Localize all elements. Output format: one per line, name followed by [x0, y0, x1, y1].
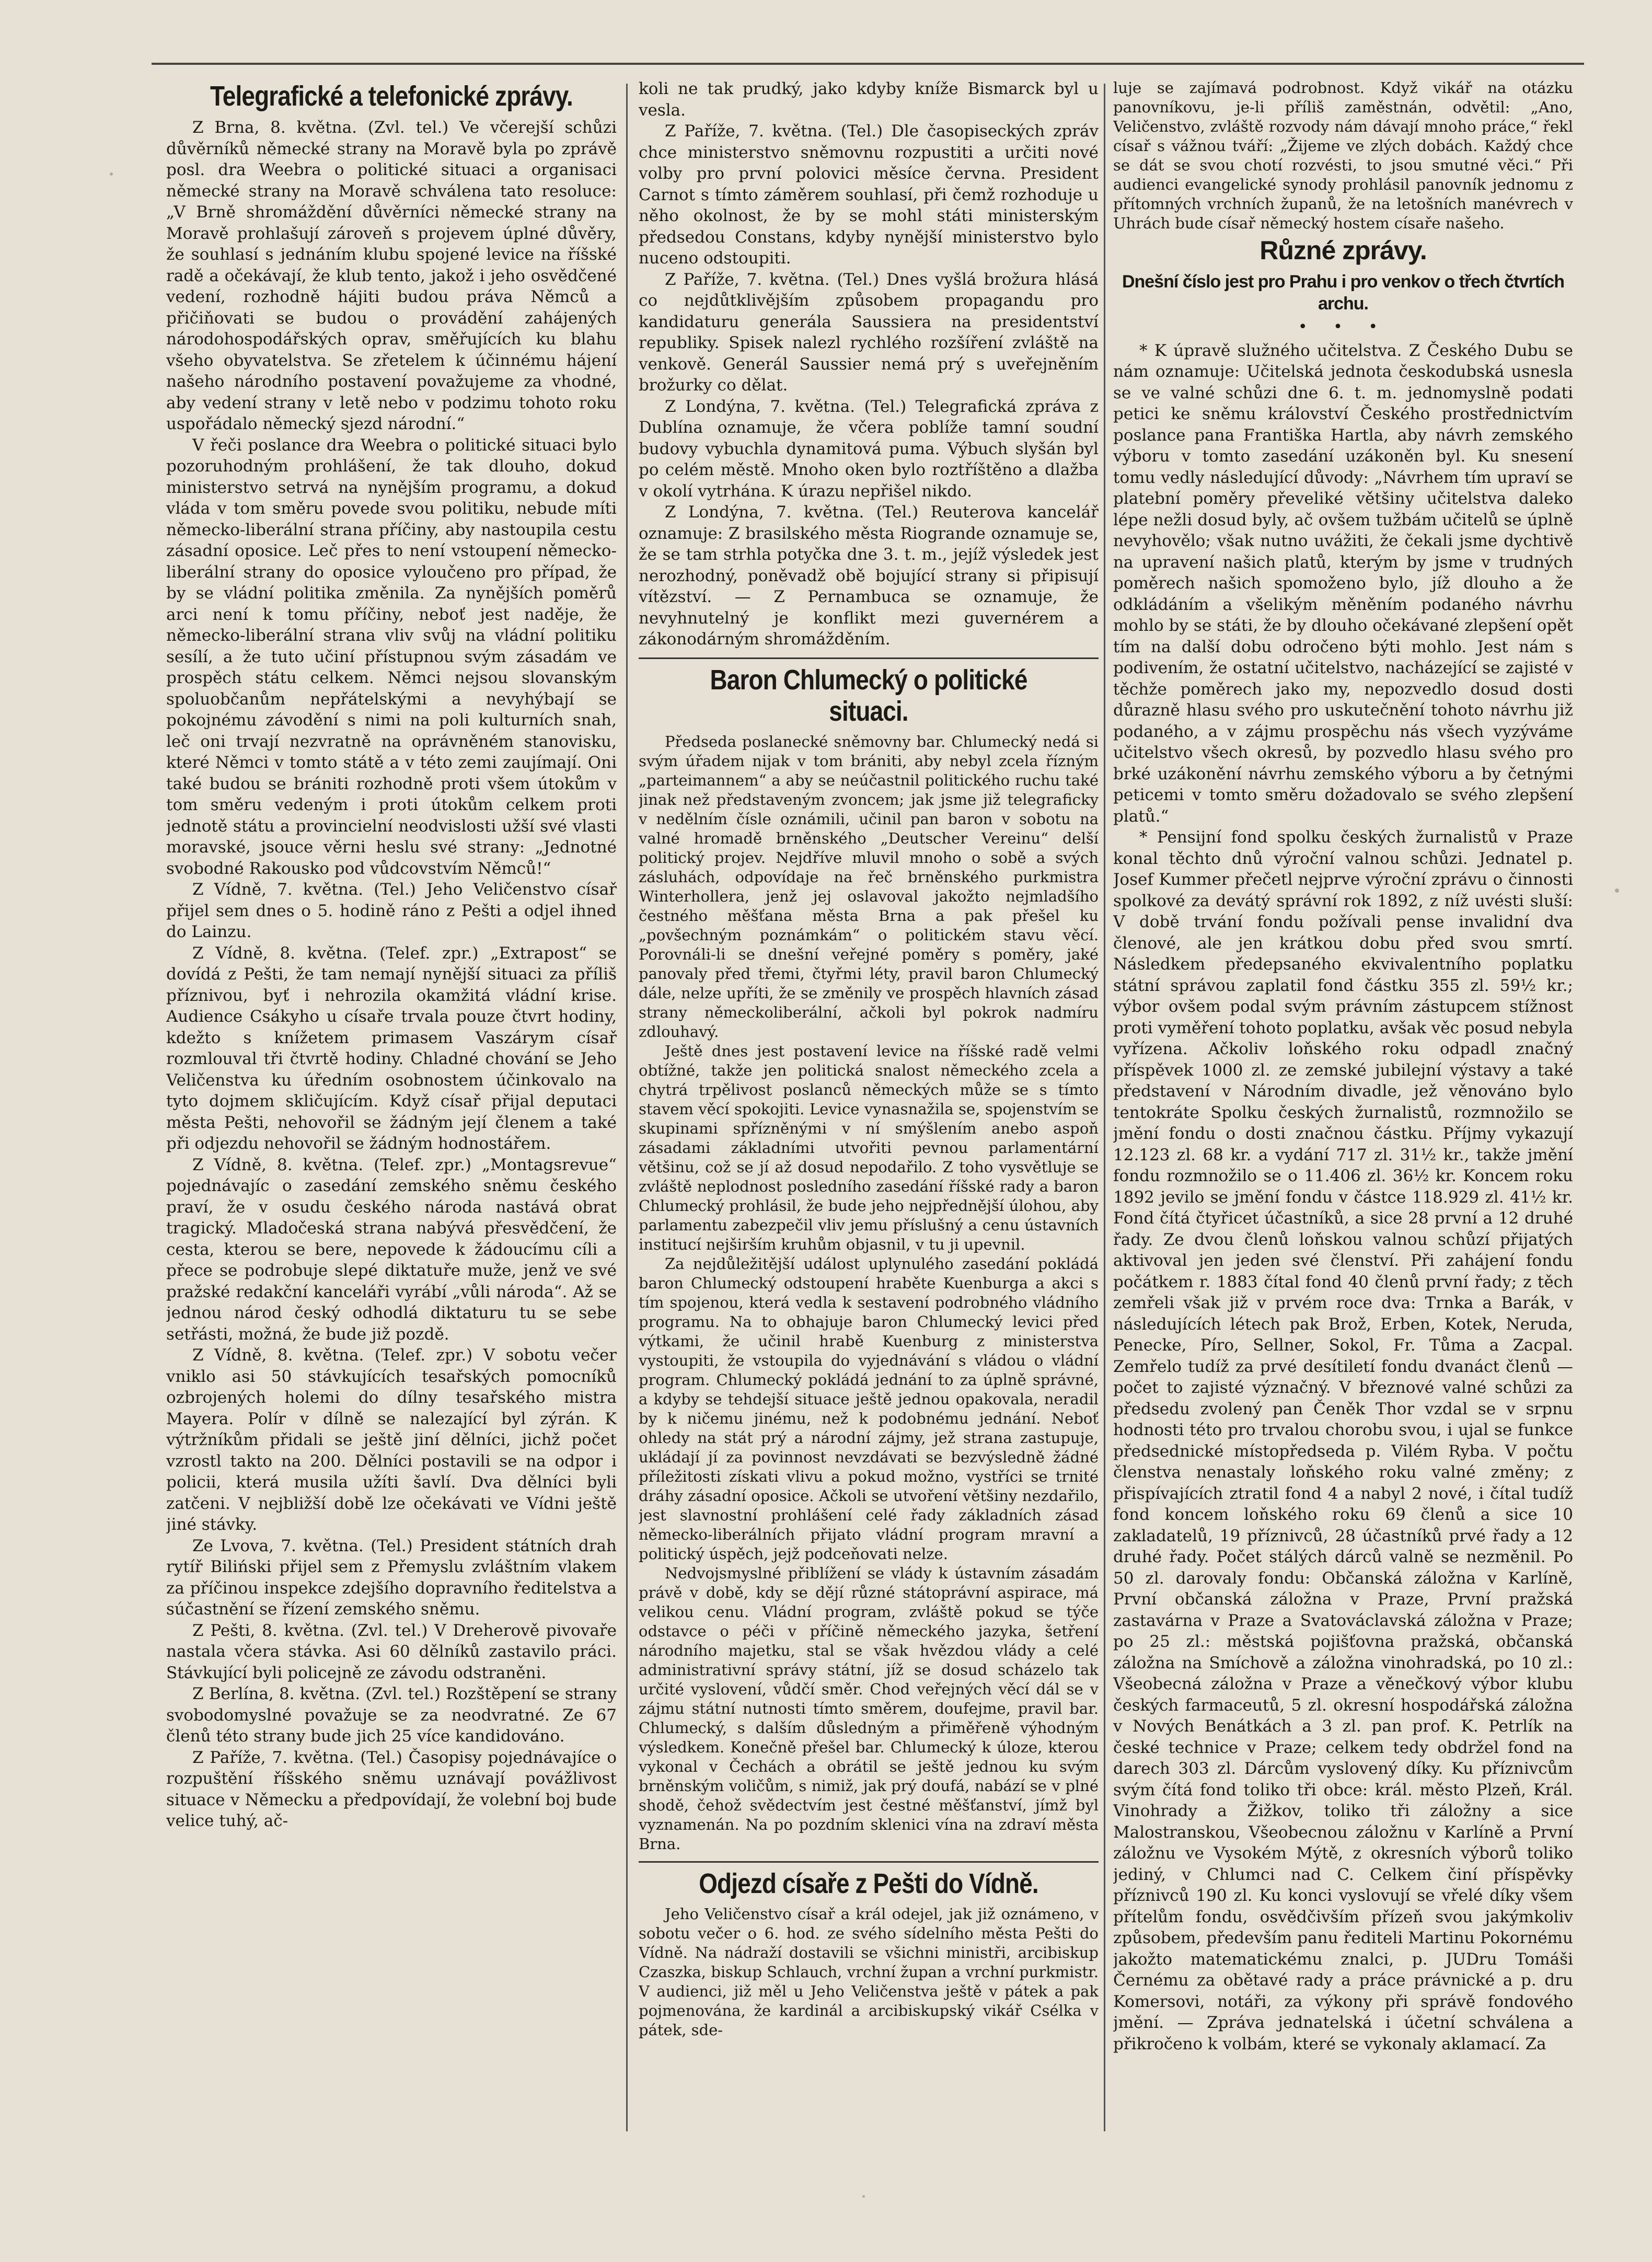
article-paragraph: Z Pešti, 8. května. (Zvl. tel.) V Dreherově pivovaře nastala včera stávka. Asi 60 dělníků zastavilo práci. Stávkující byli policejně ze závodu odstraněni. [166, 1621, 617, 1682]
article-paragraph: Z Vídně, 8. května. (Telef. zpr.) „Montagsrevue“ pojednávajíc o zasedání zemského sněmu českého praví, že v osudu českého národa nastává obrat tragický. Mladočeská strana nabývá přesvědčení, že cesta, kterou se bere, nepovede k žádoucímu cíli a přece se podrobuje slepé diktatuře muže, jenž ve své pražské redakční kanceláři vyrábí „vůli národa“. Až se jednou národ český odhodlá diktaturu tu se sebe setřásti, možná, že bude již pozdě. [166, 1155, 617, 1344]
article-paragraph: Předseda poslanecké sněmovny bar. Chlumecký nedá si svým úřadem nijak v tom brániti, aby nebyl zcela řízným „parteimannem“ a aby se neúčastnil politického ruchu také jinak než představeným zvoncem; jak jsme již telegraficky v nedělním čísle oznámili, učinil pan baron v sobotu na valné hromadě brněnského „Deutscher Vereinu“ delší politický projev. Nejdříve mluvil mnoho o sobě a svých zásluhách, odpovídaje na řeč brněnského purkmistra Winterhollera, jenž jej oslavoval jakožto nejmladšího čestného měšťana města Brna a pak přešel ku „povšechným poznámkám“ o politickém stavu věcí. Porovnáli-li se dnešní veřejné poměry s poměry, jaké panovaly před třemi, čtyřmi léty, pravil baron Chlumecký dále, nelze upříti, že se změnily ve prospěch hlavních zásad strany německoliberální, ačkoli byl pokrok nadmíru zdlouhavý. [639, 732, 1099, 1041]
article-paragraph: Z Vídně, 8. května. (Telef. zpr.) „Extrapost“ se dovídá z Pešti, že tam nemají nynější situaci za příliš příznivou, byť i nehrozila okamžitá vládní krise. Audience Csákyho u císaře trvala pouze čtvrt hodiny, kdežto s knížetem primasem Vaszárym císař rozmlouval tři čtvrtě hodiny. Chladné chování se Jeho Veličenstva ku úředním osobnostem účinkovalo na tyto dojmem skličujícím. Když císař přijal deputaci města Pešti, nehovořil se žádným její členem a také při odjezdu nehovořil se žádným hodnostářem. [166, 943, 617, 1153]
article-paragraph: Z Brna, 8. května. (Zvl. tel.) Ve včerejší schůzi důvěrníků německé strany na Moravě byla po zprávě posl. dra Weebra o politické situaci a organisaci německé strany na Moravě schválena tato resoluce: „V Brně shromáždění důvěrníci německé strany na Moravě prohlašují zároveň s projevem úplné důvěry, že souhlasí s jednáním klubu spojené levice na říšské radě a očekávají, že klub tento, jakož i jeho osvědčené vedení, rozhodně hájiti budou práva Němců a přičiňovati se budou o provádění zahájených národohospodářských oprav, směřujících ku blahu všeho obyvatelstva. Se zřetelem k účinnému hájení našeho národního postavení považujeme za vhodné, aby vedení strany v letě nebo v podzimu tohoto roku uspořádalo německý sjezd národní.“ [166, 118, 617, 433]
paper-speck [862, 2195, 865, 2198]
article-paragraph: Z Berlína, 8. května. (Zvl. tel.) Rozštěpení se strany svobodomyslné považuje se za neodvratné. Ze 67 členů této strany bude jich 25 více kandidováno. [166, 1684, 617, 1746]
column-rule-2 [1104, 84, 1105, 2131]
column-1 [166, 78, 617, 2137]
article-paragraph: luje se zajímavá podrobnost. Když vikář na otázku panovníkovu, je-li příliš zaměstnán, odvětil: „Ano, Veličenstvo, zvláště rozvody nám dávají mnoho práce,“ řekl císař s vážnou tváří: „Žijeme ve zlých dobách. Každý chce se dát se svou chotí rozvésti, to jsou smutné věci.“ Při audienci evangelické synody prohlásil panovník jednomu z přítomných vrchních županů, že na letošních manévrech v Uhrách bude císař německý hostem císaře našeho. [1113, 79, 1573, 232]
article-paragraph: * Pensijní fond spolku českých žurnalistů v Praze konal těchto dnů výroční valnou schůzi. Jednatel p. Josef Kummer přečetl nejprve výroční zprávu o činnosti spolkové za devátý správní rok 1892, z níž uvésti sluší: V době trvání fondu požívali pense invalidní dva členové, ale jen krátkou dobu před svou smrtí. Následkem předepsaného ekvivalentního poplatku státní správou zaplatil fond částku 355 zl. 59½ kr.; výbor ovšem podal svým právním zástupcem stížnost proti vyměření tohoto poplatku, avšak věc posud nebyla vyřízena. Ačkoliv loňského roku odpadl značný příspěvek 1000 zl. ze zemské jubilejní výstavy a také představení v Národním divadle, jež věnováno bylo tentokráte Spolku českých žurnalistů, rozmnožilo se jmění fondu o dosti značnou částku. Příjmy vykazují 12.123 zl. 68 kr. a vydání 717 zl. 31½ kr., takže jmění fondu rozmnožilo se o 11.406 zl. 36½ kr. Koncem roku 1892 jevilo se jmění fondu v částce 118.929 zl. 41½ kr. Fond čítá čtyřicet účastníků, a sice 28 první a 12 druhé řady. Ze dvou členů loňskou valnou schůzí přijatých aktivoval jen jeden své členství. Při zahájení fondu počátkem r. 1883 čítal fond 40 členů první řady; z těch zemřeli však již v prvém roce dva: Trnka a Barák, v následujících létech pak Brož, Erben, Kotek, Neruda, Penecke, Píro, Sellner, Sokol, Fr. Tůma a Zacpal. Zemřelo tudíž za prvé desítiletí fondu dvanáct členů — počet to zajisté význačný. V březnové valné schůzi za předsedu zvolený pan Čeněk Thor vzdal se v srpnu hodnosti této pro trvalou chorobu svou, i ujal se funkce předsednické místopředseda p. Vilém Ryba. V počtu členstva nenastaly loňského roku valné změny; z přispívajících ztratil fond 4 a nabyl 2 nové, i čítal tudíž fond koncem loňského roku 69 členů a sice 10 zakladatelů, 19 příznivců, 28 účastníků prvé řady a 12 druhé řady. Počet stálých dárců valně se nezměnil. Po 50 zl. darovaly fondu: Občanská záložna v Karlíně, První občanská záložna v Praze, První pražská zastavárna v Praze a Svatováclavská záložna v Praze; po 25 zl.: městská pojišťovna pražská, občanská záložna na Smíchově a záložna vinohradská, po 10 zl.: Všeobecná záložna v Praze a věnečkový výbor klubu českých farmaceutů, 5 zl. okresní hospodářská záložna v Nových Benátkách a 3 zl. pan prof. K. Petrlík na české technice v Praze; celkem tedy obdržel fond na darech 303 zl. Dárcům vyslovený díky. Ku příznivcům svým čítá fond toliko tři obce: král. město Plzeň, Král. Vinohrady a Žižkov, toliko tři záložny a sice Malostranskou, Všeobecnou záložnu v Karlíně a První záložnu ve Vysokém Mýtě, z okresních výborů toliko jediný, v Chlumci nad C. Celkem činí příspěvky příznivců 190 zl. Ku konci vyslovují se vřelé díky všem přítelům fondu, osvědčivším přízeň svou jakýmkoliv způsobem, především panu řediteli Martinu Pokornému jakožto matematickému znalci, p. JUDru Tomáši Černému za obětavé rady a práce právnické a p. dru Komersovi, notáři, za výkony při správě fondového jmění. — Zpráva jednatelská i účetní schválena a přikročeno k volbám, které se vykonaly aklamací. Za [1113, 828, 1573, 2053]
issue-notice: Dnešní číslo jest pro Prahu i pro venkov o třech čtvrtích archu. [1122, 272, 1565, 314]
article-paragraph: Z Paříže, 7. května. (Tel.) Dnes vyšlá brožura hlásá co nejdůtklivějším způsobem propagandu pro kandidaturu generála Saussiera na presidentství republiky. Spisek nalezl rychlého rozšíření zvláště na venkově. Generál Saussier nemá prý s uveřejněním brožurky co dělat. [639, 270, 1099, 395]
article-paragraph: Ještě dnes jest postavení levice na říšské radě velmi obtížné, takže jen politická snalost německého zcela a chytrá trpělivost poslanců německých může se s tímto stavem věcí spokojiti. Levice vynasnažila se, spojenstvím se skupinami spřízněnými v ní smýšlením anebo aspoň zásadami základními utvořiti pevnou parlamentární většinu, což se jí až dosud nepodařilo. Z toho vysvětluje se zvláště neplodnost posledního zasedání říšské rady a baron Chlumecký prohlásil, že bude jeho nejpřednější úlohou, aby parlamentu zabezpečil vliv jemu příslušný a cenu ústavních institucí nejširším kruhům objasnil, v tu ji upevnil. [639, 1042, 1099, 1253]
column-rule-1 [626, 84, 628, 2131]
paper-speck [1615, 888, 1619, 893]
article-paragraph: Jeho Veličenstvo císař a král odejel, jak již oznámeno, v sobotu večer o 6. hod. ze svého sídelního města Pešti do Vídně. Na nádraží dostavili se všichni ministři, arcibiskup Czaszka, biskup Schlauch, vrchní župan a vrchní purkmistr. V audienci, již měl u Jeho Veličenstva ještě v pátek a pak pojmenována, že kardinál a arcibiskupský vikář Csélka v pátek, sde- [639, 1905, 1099, 2039]
article-paragraph: koli ne tak prudký, jako kdyby kníže Bismarck byl u vesla. [639, 79, 1099, 120]
article-paragraph: Nedvojsmyslné přiblížení se vlády k ústavním zásadám právě v době, kdy se dějí různé státoprávní aspirace, má velikou cenu. Vládní program, zvláště pokud se týče odstavce o péči v příčině německého jazyka, šetření národního majetku, stal se však hvězdou vlády a celé administrativní správy státní, jíž se dosud scházelo tak určité vyslovení, vůdčí směr. Chod veřejných věcí dál se v zájmu státní nutnosti tímto směrem, doufejme, pravil bar. Chlumecký, s dalším důsledným a přiměřeně výhodným výsledkem. Konečně přešel bar. Chlumecký k úloze, kterou vykonal v Čechách a obrátil se ještě jednou ku svým brněnským voličům, s nimiž, jak prý doufá, nabází se v plné shodě, čehož svědectvím jest čestné měšťanství, jímž byl vyznamenán. Na po pozdním sklenici vína na zdraví města Brna. [639, 1564, 1099, 1853]
heading-telegraph-news: Telegrafické a telefonické zprávy. [210, 80, 573, 112]
article-paragraph: Z Paříže, 7. května. (Tel.) Dle časopiseckých zpráv chce ministerstvo sněmovnu rozpustiti a určiti nové volby pro první polovici měsíce června. President Carnot s tímto záměrem souhlasí, při čemž rozhoduje u něho okolnost, že by se mohl státi ministerským předsedou Constans, kdyby nynější ministerstvo bylo nuceno odstoupiti. [639, 122, 1099, 268]
article-paragraph: * K úpravě služného učitelstva. Z Českého Dubu se nám oznamuje: Učitelská jednota českodubská usnesla se ve valné schůzi dne 6. t. m. jednomyslně podati petici ke sněmu království Českého prostřednictvím poslance pana Františka Hartla, aby návrh zemského výboru v tomto zasedání uzákoněn byl. Ku snesení tomu vedly následující důvody: „Návrhem tím upraví se platební poměry převeliké většiny učitelstva daleko lépe nežli dosud byly, ač ovšem tužbám učitelů se úplně nevyhovělo; však nutno uvážiti, že čekali jsme dychtivě na upravení našich platů, kterým by jsme v trudných poměrech našich spomoženo bylo, jíž dlouho a že odkládáním a všelikým měněním podaného návrhu mohlo by se státi, že by dlouho očekávané zlepšení opět tím na další dobu odročeno býti mohlo. Jest nám s podivením, že ostatní učitelstvo, nacházející se zajisté v těchže poměrech jako my, nepozvedlo dosud dosti důrazně hlasu svého pro uskutečnění tohoto návrhu již podaného, a v zájmu prospěchu nás všech vyzýváme učitelstvo všech okresů, by pozvedlo hlasu svého pro brké uzákonění návrhu zemského výboru a by četnými peticemi v tomto směru dožadovalo se svého zlepšení platů.“ [1113, 341, 1573, 826]
column-3 [1113, 78, 1573, 2137]
article-paragraph: Ze Lvova, 7. května. (Tel.) President státních drah rytíř Biliński přijel sem z Přemyslu zvláštním vlakem za příčinou inspekce zdejšího dopravního ředitelstva a súčastnění se řízení zemského sněmu. [166, 1536, 617, 1619]
article-paragraph: V řeči poslance dra Weebra o politické situaci bylo pozoruhodným prohlášení, že tak dlouho, dokud ministerstvo setrvá na nynějším programu, a dokud vláda v tom směru povede svou politiku, nebude míti německo-liberální strana příčiny, aby nastoupila cestu zásadní oposice. Leč přes to není vstoupení německo-liberální strany do oposice vyloučeno pro případ, že by se vládní politika změnila. Za nynějších poměrů arci není k tomu příčiny, neboť jest naděje, že německo-liberální strana vliv svůj na vládní politiku sesílí, a že tuto učiní přístupnou svým zásadám ve prospěch státu celkem. Němci nejsou slovanským spoluobčanům nepřátelskými a nevyhýbají se pokojnému závodění s nimi na poli kulturních snah, leč oni trvají nezvratně na oprávněném stanovisku, které Němci v tomto státě a v této zemi zaujímají. Oni také budou se brániti rozhodně proti všem útokům v tom směru vedeným i proti útokům celkem proti jednotě státu a provincielní neodvislosti užší své vlasti moravské, jsouce věrni heslu své strany: „Jednotné svobodné Rakousko pod vůdcovstvím Němců!“ [166, 435, 617, 878]
heading-various-news: Různé zprávy. [1260, 236, 1427, 265]
dots-divider: • • • [1298, 318, 1389, 336]
article-paragraph: Za nejdůležitější událost uplynulého zasedání pokládá baron Chlumecký odstoupení hraběte Kuenburga a akci s tím spojenou, která vedla k sestavení podrobného vládního programu. Na to obhajuje baron Chlumecký levici před výtkami, že učinil hrabě Kuenburg z ministerstva vystoupiti, že vstoupila do vyjednávání s vládou o vládní program. Chlumecký pokládá jednání to za úplně správné, a kdyby se tehdejší situace ještě jednou opakovala, neradil by k ničemu jinému, než k podobnému jednání. Neboť ohledy na stát prý a národní zájmy, jež strana zastupuje, ukládají jí za povinnost nevzdávati se bezvýsledně žádné příležitosti získati vlivu a pokud možno, vystříci se trnité dráhy zásadní oposice. Ačkoli se utvoření většiny nezdařilo, jest slavnostní prohlášení celé řady základních zásad německo-liberálních přijato vládní program mravní a politický úspěch, jejž podceňovati nelze. [639, 1254, 1099, 1563]
article-paragraph: Z Londýna, 7. května. (Tel.) Telegrafická zpráva z Dublína oznamuje, že včera poblíže tamní soudní budovy vybuchla dynamitová puma. Výbuch slyšán byl po celém městě. Mnoho oken bylo roztříštěno a dlažba v okolí vytrhána. K úrazu nepřišel nikdo. [639, 397, 1099, 501]
heading-emperor-departure: Odjezd císaře z Pešti do Vídně. [699, 1867, 1038, 1899]
section-separator [639, 1861, 1099, 1863]
article-paragraph: Z Londýna, 7. května. (Tel.) Reuterova kancelář oznamuje: Z brasilského města Riogrande oznamuje se, že se tam strhla potyčka dne 3. t. m., jejíž výsledek jest nerozhodný, poněvadž obě bojující strany si připisují vítězství. — Z Pernambuca se oznamuje, že nevyhnutelný je konflikt mezi guvernérem a zákonodárným shromážděním. [639, 503, 1099, 649]
article-paragraph: Z Vídně, 8. května. (Telef. zpr.) V sobotu večer vniklo asi 50 stávkujících tesařských pomocníků ozbrojených holemi do dílny tesařského mistra Mayera. Polír v dílně se nalezající byl zýrán. K výtržníkům přidali se ještě jiní dělníci, jichž počet vzrostl takto na 200. Dělníci postavili se na odpor i policii, která musila užíti šavlí. Dva dělníci byli zatčeni. V nejbližší době lze očekávati ve Vídni ještě jiné stávky. [166, 1346, 617, 1534]
article-paragraph: Z Vídně, 7. května. (Tel.) Jeho Veličenstvo císař přijel sem dnes o 5. hodině ráno z Pešti a odjel ihned do Lainzu. [166, 880, 617, 941]
article-paragraph: Z Paříže, 7. května. (Tel.) Časopisy pojednávajíce o rozpuštění říšského sněmu uznávají povážlivost situace v Německu a předpovídají, že volební boj bude velice tuhý, ač- [166, 1748, 617, 1830]
column-2 [639, 78, 1099, 2137]
paper-speck [110, 172, 113, 176]
section-separator [639, 657, 1099, 659]
heading-chlumecky: Baron Chlumecký o politické situaci. [710, 664, 1027, 727]
top-rule [152, 63, 1584, 65]
